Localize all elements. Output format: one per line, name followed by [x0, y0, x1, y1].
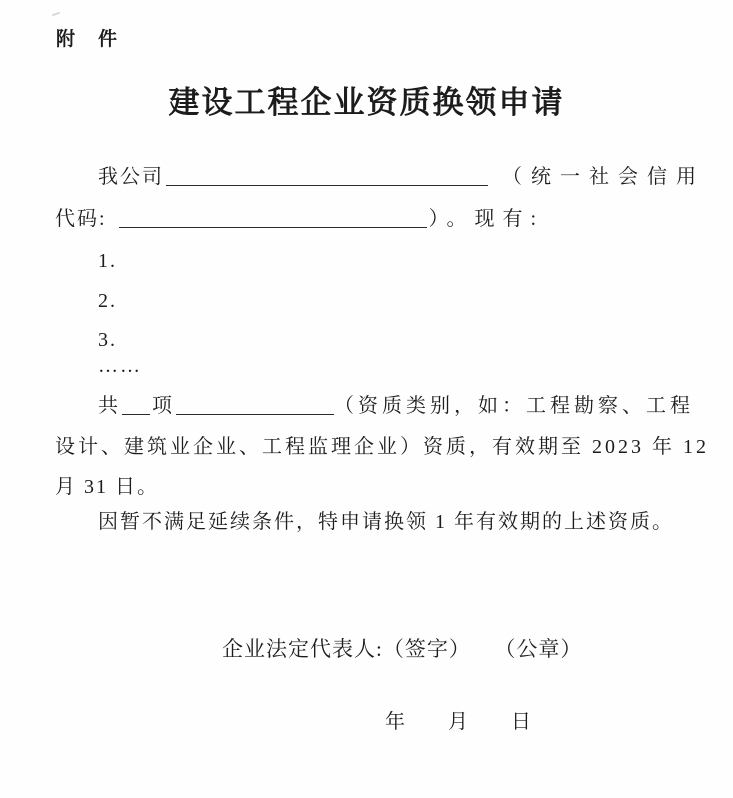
legal-representative-label: 企业法定代表人:（签字） [222, 637, 471, 661]
page-title: 建设工程企业资质换领申请 [168, 84, 565, 120]
company-line [55, 163, 705, 191]
list-item [55, 287, 117, 315]
list-item [55, 247, 117, 275]
category-blank [176, 394, 334, 415]
list-item-number: 1. [98, 250, 117, 272]
qualification-text-line: 设计、建筑业企业、工程监理企业）资质，有效期至 2023 年 12 [55, 436, 709, 458]
list-item-number: 2. [98, 290, 117, 312]
credit-code-label: 代码: [55, 208, 107, 230]
unit-label: 项 [152, 395, 174, 417]
credit-code-line [55, 205, 544, 233]
company-seal-label: （公章） [504, 637, 583, 661]
reason-text: 因暂不满足延续条件，特申请换领 1 年有效期的上述资质。 [98, 511, 674, 533]
qualification-count-line [55, 392, 694, 420]
company-name-blank [166, 165, 488, 186]
list-item [55, 326, 117, 354]
reason-line [55, 508, 674, 536]
day-label: 日 [511, 711, 531, 733]
credit-code-blank [119, 207, 427, 228]
list-item-ellipsis [55, 352, 142, 380]
month-label: 月 [448, 711, 468, 733]
total-label: 共 [98, 395, 120, 417]
company-line-suffix: （统一社会信用 [502, 166, 705, 188]
attachment-label: 附 件 [56, 29, 120, 50]
qualification-date-line: 月 31 日。 [55, 476, 159, 498]
scan-artifact [52, 12, 60, 17]
category-hint-text: （资质类别，如：工程勘察、工程 [334, 395, 694, 417]
list-item-number: 3. [98, 329, 117, 351]
year-label: 年 [385, 711, 405, 733]
signature-line [222, 633, 582, 663]
company-line-prefix: 我公司 [98, 166, 164, 188]
ellipsis-text: …… [98, 355, 142, 377]
credit-code-suffix: ）。现有: [428, 208, 545, 230]
count-blank [122, 394, 150, 415]
date-line [385, 705, 531, 734]
